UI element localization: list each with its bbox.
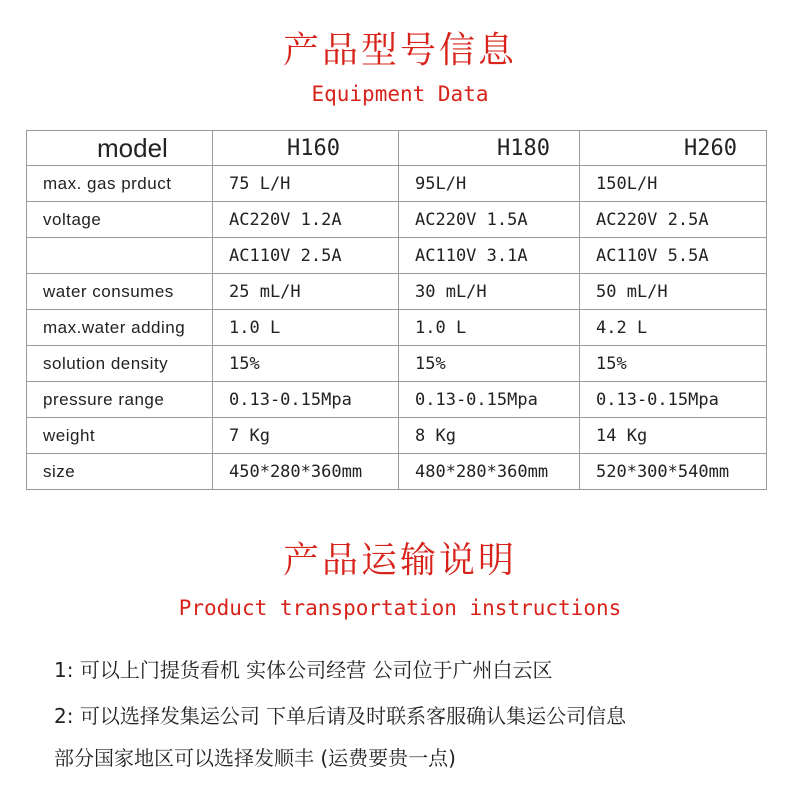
row-label: pressure range xyxy=(27,382,213,418)
cell-value: 520*300*540mm xyxy=(580,454,767,490)
cell-value: 1.0 L xyxy=(213,310,399,346)
transport-title-cn: 产品运输说明 xyxy=(282,540,517,581)
cell-value: 150L/H xyxy=(580,166,767,202)
instruction-line-2: 2: 可以选择发集运公司 下单后请及时联系客服确认集运公司信息 xyxy=(54,704,627,728)
table-row xyxy=(27,382,767,418)
cell-value: AC220V 2.5A xyxy=(580,202,767,238)
cell-value: 75 L/H xyxy=(213,166,399,202)
cell-value: AC220V 1.5A xyxy=(399,202,580,238)
table-row xyxy=(27,202,767,238)
table-header-row xyxy=(27,131,767,166)
table-row xyxy=(27,346,767,382)
cell-value: 15% xyxy=(399,346,580,382)
equipment-data-title-en: Equipment Data xyxy=(311,82,489,106)
cell-value: 0.13-0.15Mpa xyxy=(580,382,767,418)
cell-value: AC110V 3.1A xyxy=(399,238,580,274)
cell-value: 15% xyxy=(213,346,399,382)
row-label: max.water adding xyxy=(27,310,213,346)
row-label xyxy=(27,238,213,274)
table-row xyxy=(27,166,767,202)
table-row xyxy=(27,310,767,346)
instruction-line-1: 1: 可以上门提货看机 实体公司经营 公司位于广州白云区 xyxy=(54,658,553,682)
cell-value: 14 Kg xyxy=(580,418,767,454)
cell-value: AC110V 5.5A xyxy=(580,238,767,274)
cell-value: 450*280*360mm xyxy=(213,454,399,490)
cell-value: 0.13-0.15Mpa xyxy=(213,382,399,418)
instruction-line-3: 部分国家地区可以选择发顺丰 (运费要贵一点) xyxy=(54,746,456,770)
equipment-data-title-cn: 产品型号信息 xyxy=(282,30,517,71)
cell-value: 7 Kg xyxy=(213,418,399,454)
header-h180: H180 xyxy=(399,131,580,166)
header-model: model xyxy=(27,131,213,166)
table-row xyxy=(27,238,767,274)
row-label: voltage xyxy=(27,202,213,238)
header-h160: H160 xyxy=(213,131,399,166)
cell-value: 50 mL/H xyxy=(580,274,767,310)
table-row xyxy=(27,454,767,490)
cell-value: 0.13-0.15Mpa xyxy=(399,382,580,418)
cell-value: 25 mL/H xyxy=(213,274,399,310)
cell-value: 1.0 L xyxy=(399,310,580,346)
row-label: solution density xyxy=(27,346,213,382)
transport-title-en: Product transportation instructions xyxy=(178,596,622,620)
cell-value: 4.2 L xyxy=(580,310,767,346)
row-label: water consumes xyxy=(27,274,213,310)
cell-value: 15% xyxy=(580,346,767,382)
cell-value: 8 Kg xyxy=(399,418,580,454)
row-label: max. gas prduct xyxy=(27,166,213,202)
cell-value: 30 mL/H xyxy=(399,274,580,310)
spec-table xyxy=(26,130,767,490)
cell-value: AC110V 2.5A xyxy=(213,238,399,274)
cell-value: 480*280*360mm xyxy=(399,454,580,490)
row-label: size xyxy=(27,454,213,490)
header-h260: H260 xyxy=(580,131,767,166)
cell-value: 95L/H xyxy=(399,166,580,202)
table-row xyxy=(27,418,767,454)
table-row xyxy=(27,274,767,310)
row-label: weight xyxy=(27,418,213,454)
cell-value: AC220V 1.2A xyxy=(213,202,399,238)
